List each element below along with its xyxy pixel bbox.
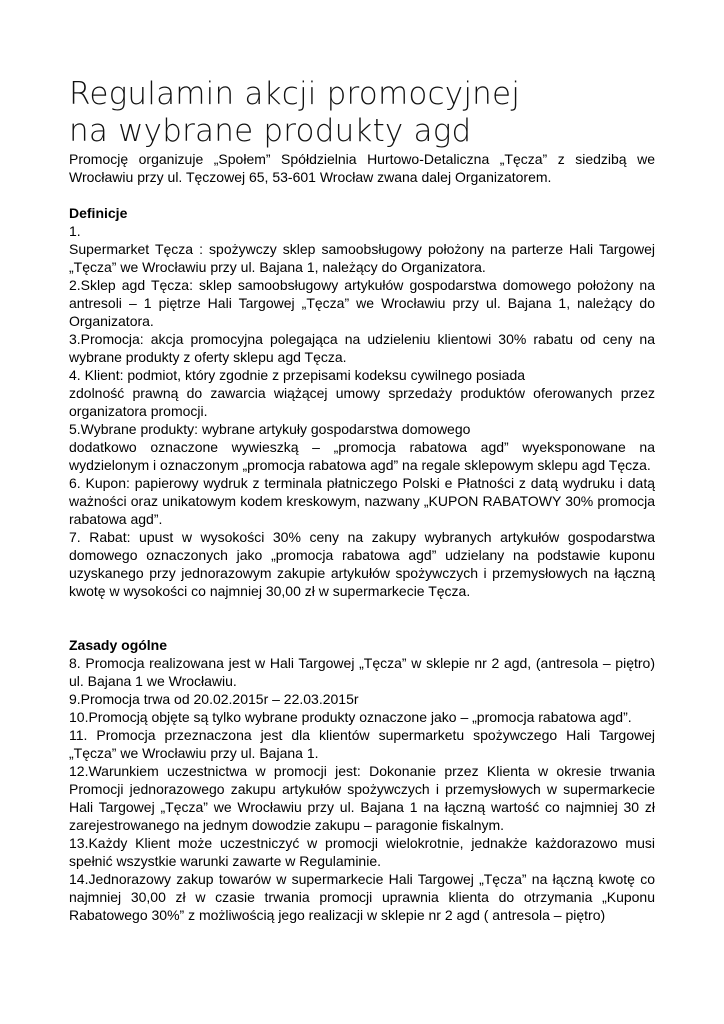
rule-item: 14.Jednorazowy zakup towarów w supermarkecie Hali Targowej „Tęcza” na łączną kwotę co najmniej 30,00 zł w czasie trwania promocji uprawnia klienta do otrzymania „Kuponu Rabatowego 30%” z możliwością jego realizacji w sklepie nr 2 agd ( antresola – piętro): [69, 871, 655, 923]
rule-item: 11. Promocja przeznaczona jest dla klientów supermarketu spożywczego Hali Targowej „Tęcza” we Wrocławiu przy ul. Bajana 1.: [69, 727, 655, 761]
rule-item: 13.Każdy Klient może uczestniczyć w promocji wielokrotnie, jednakże każdorazowo musi spełnić wszystkie warunki zawarte w Regulaminie.: [69, 835, 655, 869]
definition-item: 6. Kupon: papierowy wydruk z terminala płatniczego Polski e Płatności z datą wydruku i datą ważności oraz unikatowym kodem kreskowym, nazwany „KUPON RABATOWY 30% promocja rabatowa agd”.: [69, 475, 655, 527]
document-title: [69, 76, 655, 150]
general-rules-heading: Zasady ogólne: [69, 637, 168, 653]
definition-number: 1.: [69, 223, 81, 239]
definition-item: 7. Rabat: upust w wysokości 30% ceny na zakupy wybranych artykułów gospodarstwa domowego oznaczonych jako „promocja rabatowa agd” udzielany na podstawie kuponu uzyskanego przy jednorazowym zakupie artykułów spożywczych i przemysłowych na łączną kwotę w wysokości co najmniej 30,00 zł w supermarkecie Tęcza.: [69, 529, 655, 599]
intro-paragraph: Promocję organizuje „Społem” Spółdzielnia Hurtowo-Detaliczna „Tęcza” z siedzibą we Wrocławiu przy ul. Tęczowej 65, 53-601 Wrocław zwana dalej Organizatorem.: [69, 151, 655, 185]
rule-item: 9.Promocja trwa od 20.02.2015r – 22.03.2015r: [69, 691, 359, 707]
title-line-1: Regulamin akcji promocyjnej: [69, 76, 521, 112]
rule-item: 10.Promocją objęte są tylko wybrane produkty oznaczone jako – „promocja rabatowa agd”.: [69, 709, 632, 725]
general-rules-section: [69, 636, 655, 924]
definition-item: 2.Sklep agd Tęcza: sklep samoobsługowy artykułów gospodarstwa domowego położony na antresoli – 1 piętrze Hali Targowej „Tęcza” we Wrocławiu przy ul. Bajana 1, należący do Organizatora.: [69, 277, 655, 329]
definition-item: Supermarket Tęcza : spożywczy sklep samoobsługowy położony na parterze Hali Targowej „Tęcza” we Wrocławiu przy ul. Bajana 1, należący do Organizatora.: [69, 241, 655, 275]
rule-item: 12.Warunkiem uczestnictwa w promocji jest: Dokonanie przez Klienta w okresie trwania Promocji jednorazowego zakupu artykułów spożywczych i przemysłowych w supermarkecie Hali Targowej „Tęcza” we Wrocławiu przy ul. Bajana 1 na łączną wartość co najmniej 30 zł zarejestrowanego na jednym dowodzie zakupu – paragonie fiskalnym.: [69, 763, 655, 833]
definition-item: dodatkowo oznaczone wywieszką – „promocja rabatowa agd” wyeksponowane na wydzielonym i oznaczonym „promocja rabatowa agd” na regale sklepowym sklepu agd Tęcza.: [69, 439, 655, 473]
definition-item: 3.Promocja: akcja promocyjna polegająca na udzieleniu klientowi 30% rabatu od ceny na wybrane produkty z oferty sklepu agd Tęcza.: [69, 331, 655, 365]
document-page: [69, 76, 655, 924]
title-line-2: na wybrane produkty agd: [69, 113, 472, 149]
definitions-heading: Definicje: [69, 205, 128, 221]
definition-item: 5.Wybrane produkty: wybrane artykuły gospodarstwa domowego: [69, 421, 471, 437]
definition-item: zdolność prawną do zawarcia wiążącej umowy sprzedaży produktów oferowanych przez organizatora promocji.: [69, 385, 655, 419]
rule-item: 8. Promocja realizowana jest w Hali Targowej „Tęcza” w sklepie nr 2 agd, (antresola – piętro) ul. Bajana 1 we Wrocławiu.: [69, 655, 655, 689]
definitions-section: [69, 204, 655, 600]
definition-item: 4. Klient: podmiot, który zgodnie z przepisami kodeksu cywilnego posiada: [69, 367, 526, 383]
